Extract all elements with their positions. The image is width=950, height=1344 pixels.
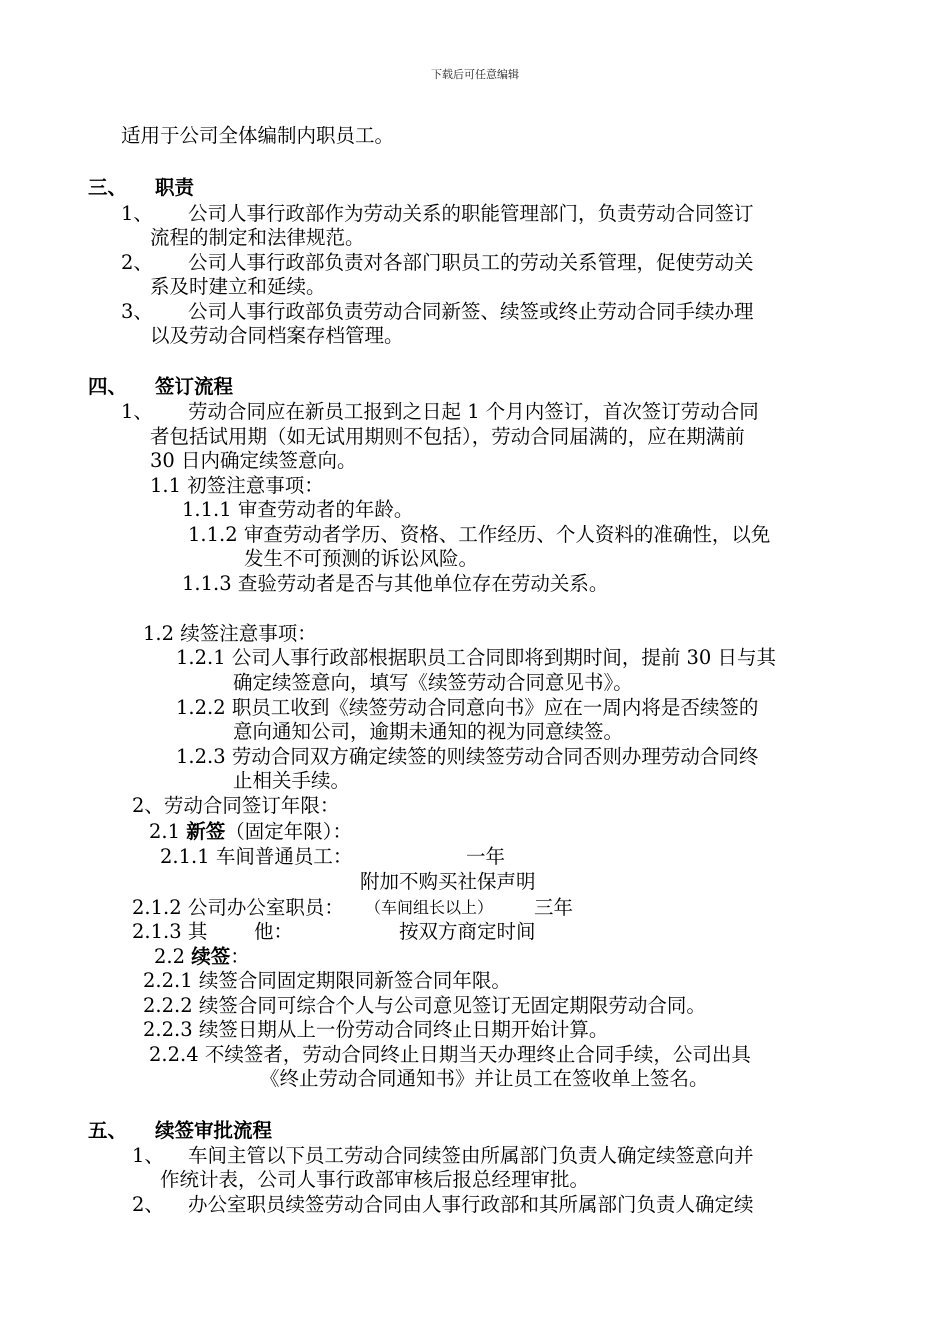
sec3-item2-line1: 公司人事行政部负责对各部门职员工的劳动关系管理，促使劳动关 (188, 251, 754, 274)
sec5-item2-line1: 办公室职员续签劳动合同由人事行政部和其所属部门负责人确定续 (188, 1193, 754, 1216)
clause-1-1: 1.1 初签注意事项： (150, 474, 324, 497)
section-3-title: 职责 (155, 176, 195, 199)
clause-2-2-3: 2.2.3 续签日期从上一份劳动合同终止日期开始计算。 (143, 1018, 609, 1041)
clause-1-2-1-line2: 确定续签意向，填写《续签劳动合同意见书》。 (233, 671, 633, 694)
section-5-number: 五、 (88, 1119, 128, 1142)
page-header-note: 下载后可任意编辑 (431, 68, 519, 81)
intro-text: 适用于公司全体编制内职员工。 (121, 124, 395, 147)
clause-1-2-3-line1: 1.2.3 劳动合同双方确定续签的则续签劳动合同否则办理劳动合同终 (176, 745, 759, 768)
section-5-title: 续签审批流程 (155, 1119, 273, 1142)
clause-2-1-3-value: 按双方商定时间 (399, 920, 536, 943)
clause-2-1-2-value: 三年 (534, 896, 574, 919)
clause-2-1-2-note: （车间组长以上） (365, 898, 494, 917)
sec5-item1-line2: 作统计表，公司人事行政部审核后报总经理审批。 (160, 1168, 590, 1191)
clause-2-1-1-label: 2.1.1 车间普通员工： (160, 845, 353, 868)
clause-2-2 (154, 945, 250, 969)
sec3-item2-number: 2、 (121, 251, 153, 274)
sec4-item1-line2: 者包括试用期（如无试用期则不包括），劳动合同届满的，应在期满前 (150, 425, 745, 448)
clause-1-2-2-line1: 1.2.2 职员工收到《续签劳动合同意向书》应在一周内将是否续签的 (176, 696, 759, 719)
sec4-item1-line3: 30 日内确定续签意向。 (150, 449, 357, 472)
clause-2-1-prefix: 2.1 (149, 820, 187, 843)
clause-1-1-2-line2: 发生不可预测的诉讼风险。 (244, 547, 479, 570)
clause-2-1 (149, 820, 352, 844)
clause-2-2-suffix: ： (230, 945, 250, 968)
sec3-item3-line1: 公司人事行政部负责劳动合同新签、续签或终止劳动合同手续办理 (188, 300, 754, 323)
section-4-title: 签订流程 (155, 375, 234, 398)
clause-1-1-2-line1: 1.1.2 审查劳动者学历、资格、工作经历、个人资料的准确性，以免 (188, 523, 771, 546)
clause-1-2-2-line2: 意向通知公司，逾期未通知的视为同意续签。 (233, 720, 624, 743)
sec3-item1-line1: 公司人事行政部作为劳动关系的职能管理部门，负责劳动合同签订 (188, 202, 754, 225)
sec5-item1-number: 1、 (132, 1144, 164, 1167)
clause-2-2-4-line1: 2.2.4 不续签者，劳动合同终止日期当天办理终止合同手续，公司出具 (149, 1043, 751, 1066)
clause-2-2-1: 2.2.1 续签合同固定期限同新签合同年限。 (143, 969, 511, 992)
sec3-item2-line2: 系及时建立和延续。 (150, 275, 326, 298)
clause-2-2-2: 2.2.2 续签合同可综合个人与公司意见签订无固定期限劳动合同。 (143, 994, 706, 1017)
section-4-number: 四、 (88, 375, 128, 398)
clause-2: 2、劳动合同签订年限： (132, 794, 340, 817)
clause-2-2-bold: 续签 (191, 945, 231, 968)
clause-2-1-2-label: 2.1.2 公司办公室职员： (132, 896, 344, 919)
clause-2-2-prefix: 2.2 (154, 945, 192, 968)
clause-2-1-1-value: 一年 (466, 845, 506, 868)
sec3-item1-number: 1、 (121, 202, 153, 225)
clause-2-1-3-label-a: 2.1.3 其 (132, 920, 208, 943)
section-3-number: 三、 (88, 176, 128, 199)
sec5-item1-line1: 车间主管以下员工劳动合同续签由所属部门负责人确定续签意向并 (188, 1144, 754, 1167)
sec3-item3-number: 3、 (121, 300, 153, 323)
clause-1-2: 1.2 续签注意事项： (143, 622, 317, 645)
clause-2-1-1-note: 附加不购买社保声明 (360, 870, 536, 893)
sec4-item1-line1: 劳动合同应在新员工报到之日起 1 个月内签订，首次签订劳动合同 (188, 400, 759, 423)
sec3-item1-line2: 流程的制定和法律规范。 (150, 226, 365, 249)
clause-1-1-3: 1.1.3 查验劳动者是否与其他单位存在劳动关系。 (182, 572, 609, 595)
clause-1-2-1-line1: 1.2.1 公司人事行政部根据职员工合同即将到期时间，提前 30 日与其 (176, 646, 777, 669)
sec5-item2-number: 2、 (132, 1193, 164, 1216)
clause-2-2-4-line2: 《终止劳动合同通知书》并让员工在签收单上签名。 (260, 1067, 709, 1090)
sec3-item3-line2: 以及劳动合同档案存档管理。 (150, 324, 404, 347)
clause-2-1-bold: 新签 (186, 820, 226, 843)
clause-1-1-1: 1.1.1 审查劳动者的年龄。 (182, 498, 414, 521)
clause-1-2-3-line2: 止相关手续。 (233, 769, 351, 792)
sec4-item1-number: 1、 (121, 400, 153, 423)
clause-2-1-suffix: （固定年限）： (225, 820, 352, 843)
clause-2-1-3-label-b: 他： (254, 920, 294, 943)
